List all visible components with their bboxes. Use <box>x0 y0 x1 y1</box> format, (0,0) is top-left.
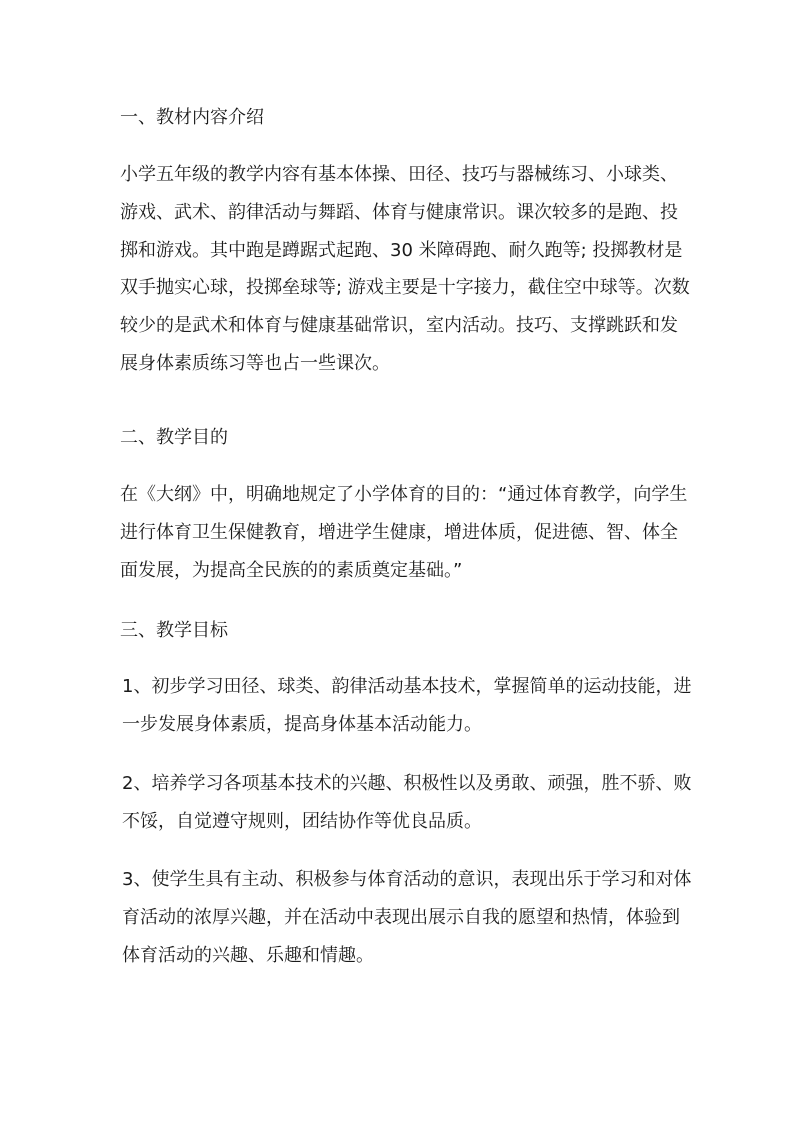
section-heading-3: 三、教学目标 <box>120 620 228 641</box>
section-heading-1: 一、教材内容介绍 <box>120 107 264 128</box>
section-heading-2: 二、教学目的 <box>120 427 228 448</box>
objective-item-1: 1、初步学习田径、球类、韵律活动基本技术，掌握简单的运动技能，进一步发展身体素质，提高身体基本活动能力。 <box>122 676 692 735</box>
objective-item-2: 2、培养学习各项基本技术的兴趣、积极性以及勇敢、顽强，胜不骄、败不馁，自觉遵守规则，团结协作等优良品质。 <box>122 773 692 832</box>
section-paragraph-1: 小学五年级的教学内容有基本体操、田径、技巧与器械练习、小球类、游戏、武术、韵律活动与舞蹈、体育与健康常识。课次较多的是跑、投掷和游戏。其中跑是蹲踞式起跑、30 米障碍跑、耐久跑等; 投掷教材是双手抛实心球，投掷垒球等; 游戏主要是十字接力，截住空中球等。次数较少的是武术和体育与健康基础常识，室内活动。技巧、支撑跳跃和发展身体素质练习等也占一些课次。 <box>120 164 690 374</box>
objective-item-3: 3、使学生具有主动、积极参与体育活动的意识，表现出乐于学习和对体育活动的浓厚兴趣，并在活动中表现出展示自我的愿望和热情，体验到体育活动的兴趣、乐趣和情趣。 <box>122 869 692 966</box>
section-paragraph-2: 在《大纲》中，明确地规定了小学体育的目的：“通过体育教学，向学生进行体育卫生保健教育，增进学生健康，增进体质，促进德、智、体全面发展，为提高全民族的的素质奠定基础。” <box>120 484 688 581</box>
